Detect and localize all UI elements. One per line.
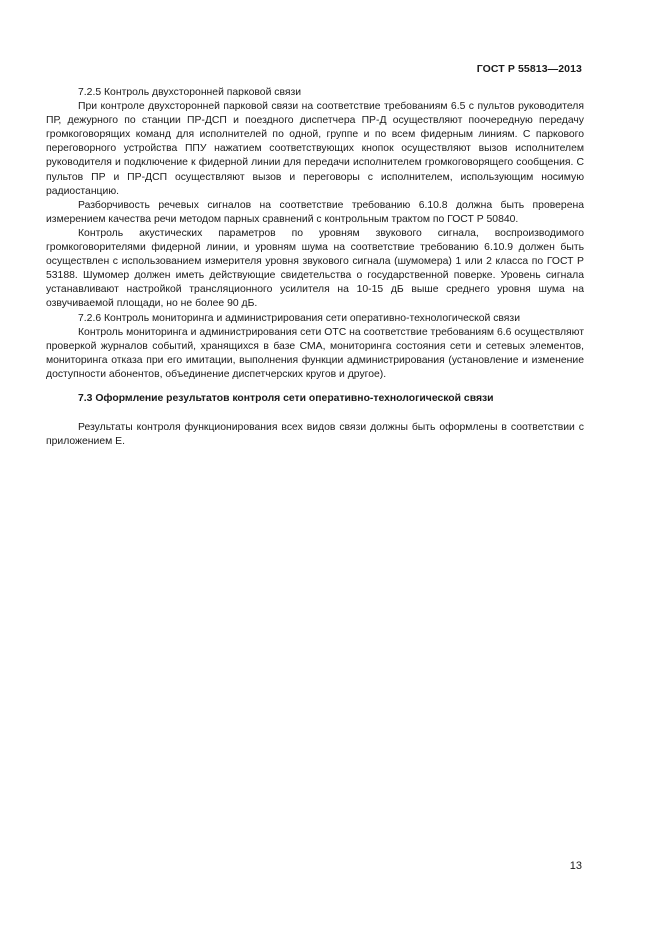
standard-code-header: ГОСТ Р 55813—2013	[476, 63, 582, 75]
paragraph-park-communication-control: При контроле двухсторонней парковой связи на соответствие требованиям 6.5 с пультов руководителя ПР, дежурного по станции ПР-ДСП и поездного диспетчера ПР-Д осуществляют поочередную передачу громкоговорящих команд для исполнителей по одной, группе и по всем фидерным линиям. С паркового переговорного устройства ППУ нажатием соответствующих кнопок осуществляют вызов исполнителем руководителя и подключение к фидерной линии для передачи исполнителем громкоговорящего сообщения. С пультов ПР и ПР-ДСП осуществляют вызов и переговоры с исполнителем, использующим носимую радиостанцию.	[46, 101, 584, 197]
section-7-3-heading: 7.3 Оформление результатов контроля сети оперативно-технологической связи	[78, 392, 494, 404]
page-number: 13	[569, 860, 582, 872]
paragraph-monitoring-administration: Контроль мониторинга и администрирования сети ОТС на соответствие требованиям 6.6 осуществляют проверкой журналов событий, хранящихся в базе СМА, мониторинга состояния сети и сетевых элементов, мониторинга отказа при его имитации, выполнения функции администрирования (установление и изменение доступности абонентов, объединение диспетчерских кругов и другое).	[46, 326, 584, 380]
document-body	[46, 86, 584, 449]
paragraph-results-documentation: Результаты контроля функционирования всех видов связи должны быть оформлены в соответствии с приложением Е.	[46, 422, 584, 448]
paragraph-speech-intelligibility: Разборчивость речевых сигналов на соответствие требованию 6.10.8 должна быть проверена измерением качества речи методом парных сравнений с контрольным трактом по ГОСТ Р 50840.	[46, 199, 584, 225]
paragraph-acoustic-parameters: Контроль акустических параметров по уровням звукового сигнала, воспроизводимого громкоговорителями фидерной линии, и уровням шума на соответствие требованию 6.10.9 должен быть осуществлен с использованием измерителя уровня звукового сигнала (шумомера) 1 или 2 класса по ГОСТ Р 53188. Шумомер должен иметь действующие свидетельства о государственной поверке. Уровень сигнала устанавливают настройкой трансляционного усилителя на 10-15 дБ выше среднего уровня шума на озвучиваемой площади, но не более 90 дБ.	[46, 227, 584, 310]
section-7-2-5-title: 7.2.5 Контроль двухсторонней парковой связи	[78, 87, 302, 98]
section-7-2-6-title: 7.2.6 Контроль мониторинга и администрирования сети оперативно-технологической связи	[78, 312, 521, 324]
